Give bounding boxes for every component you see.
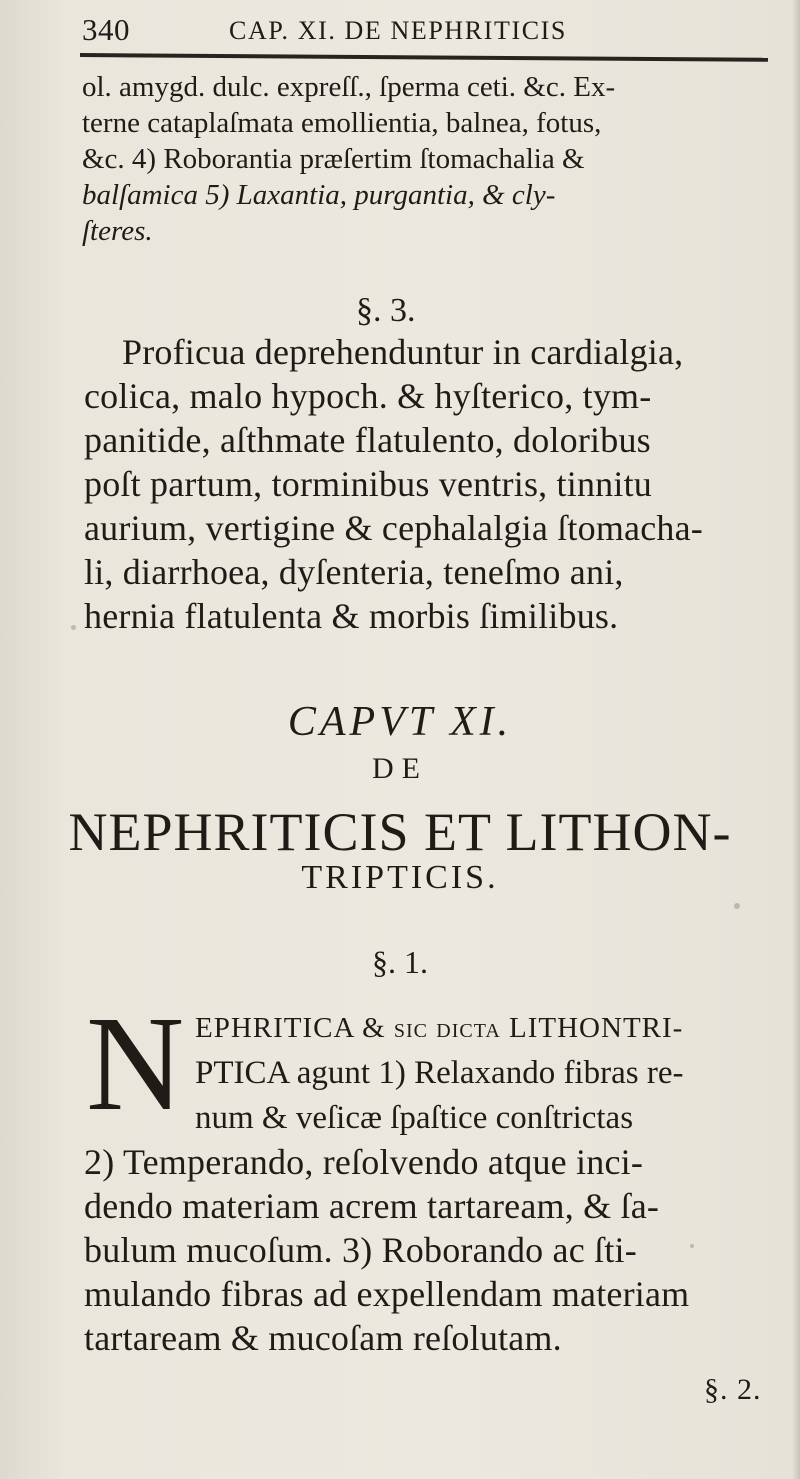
paper-speck bbox=[734, 903, 740, 909]
section-1-line-3: bulum mucoſum. 3) Roborando ac ſti- bbox=[84, 1230, 637, 1270]
paper-speck bbox=[71, 625, 76, 630]
chapter-de: DE bbox=[372, 752, 428, 785]
header-rule bbox=[80, 53, 768, 62]
page-header bbox=[82, 6, 772, 50]
running-head: CAP. XI. DE NEPHRITICIS bbox=[229, 16, 567, 45]
page-number: 340 bbox=[82, 12, 130, 47]
section-1-paragraph bbox=[84, 1140, 788, 1360]
section-3-line-5: aurium, vertigine & cephalalgia ſtomacha- bbox=[84, 508, 703, 548]
chapter-subtitle: TRIPTICIS. bbox=[301, 859, 499, 896]
section-3-line-2: colica, malo hypoch. & hyſterico, tym- bbox=[84, 376, 652, 416]
section-1-wrapped-line-1: EPHRITICA & ſic dicta LITHONTRI- bbox=[195, 1012, 684, 1044]
section-3-line-7: hernia flatulenta & morbis ſimilibus. bbox=[84, 596, 619, 636]
section-1-wrapped-line-3: num & veſicæ ſpaſtice conſtrictas bbox=[195, 1100, 634, 1136]
top-paragraph-line-4: balſamica 5) Laxantia, purgantia, & cly- bbox=[82, 179, 556, 211]
top-paragraph-line-1: ol. amygd. dulc. expreſſ., ſperma ceti. &c. Ex- bbox=[82, 71, 616, 103]
section-3-line-1: Proficua deprehenduntur in cardialgia, bbox=[122, 332, 684, 372]
section-1-line-1: 2) Temperando, reſolvendo atque inci- bbox=[84, 1142, 644, 1182]
section-3-line-3: panitide, aſthmate flatulento, doloribus bbox=[84, 420, 651, 460]
chapter-title: NEPHRITICIS ET LITHON- bbox=[68, 802, 732, 862]
section-3-mark: §. 3. bbox=[356, 292, 416, 329]
section-1-line-2: dendo materiam acrem tartaream, & ſa- bbox=[84, 1186, 660, 1226]
top-paragraph-line-2: terne cataplaſmata emollientia, balnea, fotus, bbox=[82, 107, 602, 139]
chapter-caput: CAPVT XI. bbox=[287, 699, 513, 745]
top-paragraph-line-3: &c. 4) Roborantia præſertim ſtomachalia & bbox=[82, 143, 585, 175]
section-1-line-4: mulando fibras ad expellendam materiam bbox=[84, 1274, 690, 1314]
drop-cap: N bbox=[86, 989, 181, 1139]
top-paragraph-line-5: ſteres. bbox=[82, 215, 153, 247]
section-1-wrapped-line-2: PTICA agunt 1) Relaxando fibras re- bbox=[195, 1055, 684, 1091]
catchword: §. 2. bbox=[704, 1373, 762, 1406]
section-1-mark: §. 1. bbox=[372, 944, 428, 980]
top-paragraph bbox=[82, 70, 782, 250]
section-3-line-6: li, diarrhoea, dyſenteria, teneſmo ani, bbox=[84, 552, 624, 592]
section-3-line-4: poſt partum, torminibus ventris, tinnitu bbox=[84, 464, 652, 504]
paper-speck bbox=[690, 1244, 694, 1248]
section-1-line-5: tartaream & mucoſam reſolutam. bbox=[84, 1318, 562, 1358]
section-3-paragraph bbox=[84, 330, 788, 638]
